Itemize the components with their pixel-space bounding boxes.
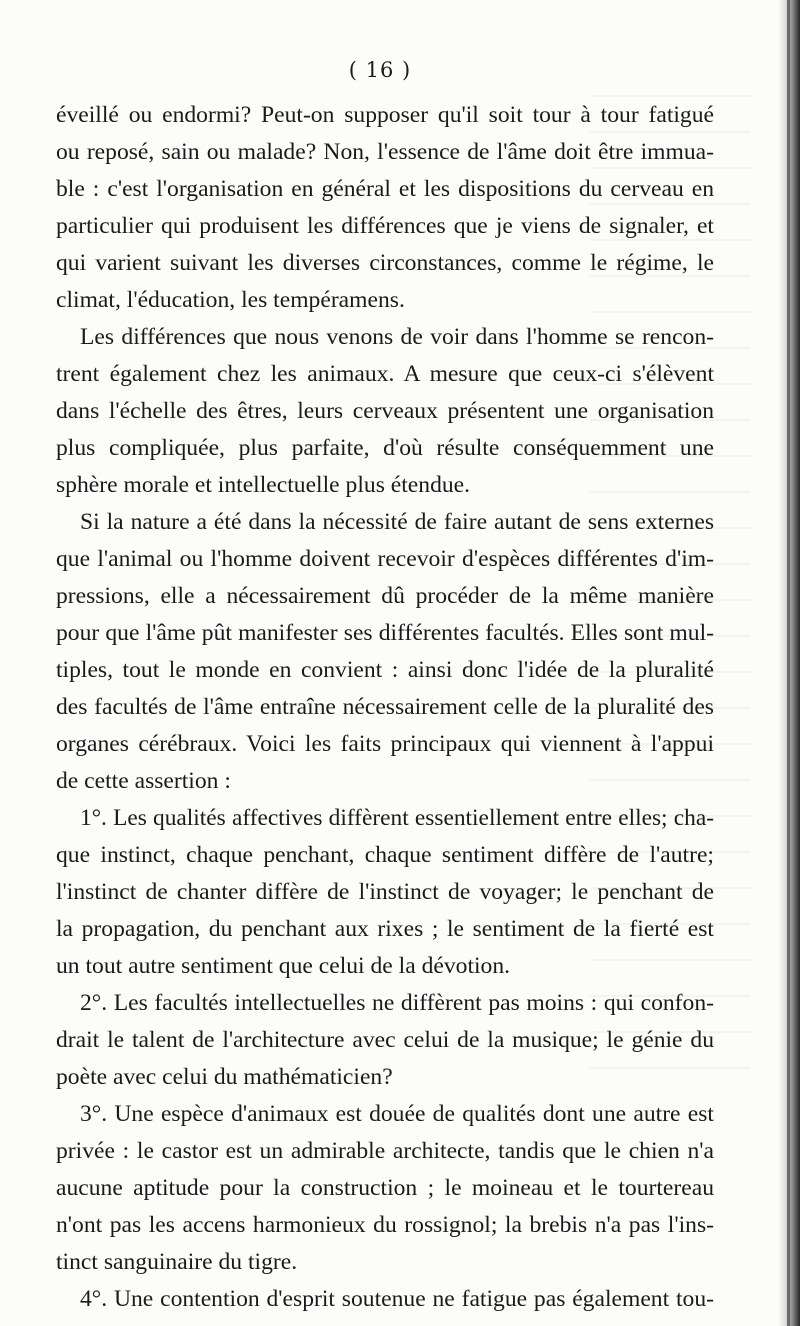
text-line: sphère morale et intellectuelle plus étendue. <box>56 472 471 498</box>
text-line: des facultés de l'âme entraîne nécessairement celle de la pluralité des <box>56 694 714 720</box>
paragraph-first-line: 4°. Une contention d'esprit soutenue ne fatigue pas également tou- <box>80 1286 714 1312</box>
text-line: de cette assertion : <box>56 768 231 794</box>
text-line: aucune aptitude pour la construction ; le moineau et le tourtereau <box>56 1175 714 1201</box>
text-line: tiples, tout le monde en convient : ainsi donc l'idée de la pluralité <box>56 657 714 683</box>
text-line: ble : c'est l'organisation en général et les dispositions du cerveau en <box>56 176 714 202</box>
text-line: climat, l'éducation, les tempéramens. <box>56 287 405 313</box>
text-line: particulier qui produisent les différences que je viens de signaler, et <box>56 213 714 239</box>
text-line: poète avec celui du mathématicien? <box>56 1064 393 1090</box>
text-line: qui varient suivant les diverses circonstances, comme le régime, le <box>56 250 714 276</box>
text-line: l'instinct de chanter diffère de l'instinct de voyager; le penchant de <box>56 879 714 905</box>
text-line: que instinct, chaque penchant, chaque sentiment diffère de l'autre; <box>56 842 714 868</box>
text-line: privée : le castor est un admirable architecte, tandis que le chien n'a <box>56 1138 714 1164</box>
text-line: que l'animal ou l'homme doivent recevoir d'espèces différentes d'im- <box>56 546 714 572</box>
text-line: trent également chez les animaux. A mesure que ceux-ci s'élèvent <box>56 361 714 387</box>
paragraph-first-line: Les différences que nous venons de voir dans l'homme se rencon- <box>80 324 714 350</box>
page-edge-line <box>787 0 790 1326</box>
text-line: organes cérébraux. Voici les faits principaux qui viennent à l'appui <box>56 731 714 757</box>
text-line: plus compliquée, plus parfaite, d'où résulte conséquemment une <box>56 435 714 461</box>
text-line: ou reposé, sain ou malade? Non, l'essence de l'âme doit être immua- <box>56 139 714 165</box>
paragraph-first-line: 1°. Les qualités affectives diffèrent essentiellement entre elles; cha- <box>80 805 714 831</box>
text-line: dans l'échelle des êtres, leurs cerveaux présentent une organisation <box>56 398 714 424</box>
text-line: un tout autre sentiment que celui de la dévotion. <box>56 953 511 979</box>
page-number: ( 16 ) <box>348 58 412 82</box>
text-line: pour que l'âme pût manifester ses différentes facultés. Elles sont mul- <box>56 620 714 646</box>
text-line: drait le talent de l'architecture avec celui de la musique; le génie du <box>56 1027 714 1053</box>
text-line: la propagation, du penchant aux rixes ; le sentiment de la fierté est <box>56 916 714 942</box>
text-line: pressions, elle a nécessairement dû procéder de la même manière <box>56 583 714 609</box>
text-line: tinct sanguinaire du tigre. <box>56 1249 298 1275</box>
paragraph-first-line: 3°. Une espèce d'animaux est douée de qualités dont une autre est <box>80 1101 714 1127</box>
body-text <box>56 97 714 1318</box>
paragraph-first-line: 2°. Les facultés intellectuelles ne diffèrent pas moins : qui confon- <box>80 990 714 1016</box>
paragraph-first-line: Si la nature a été dans la nécessité de faire autant de sens externes <box>80 509 714 535</box>
text-line: n'ont pas les accens harmonieux du rossignol; la brebis n'a pas l'ins- <box>56 1212 714 1238</box>
text-line: éveillé ou endormi? Peut-on supposer qu'il soit tour à tour fatigué <box>56 102 714 128</box>
